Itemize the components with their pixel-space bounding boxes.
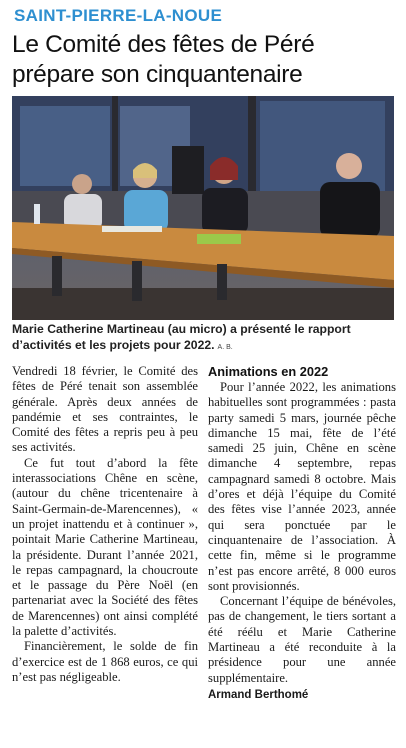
water-bottle	[34, 204, 40, 224]
green-folder	[197, 234, 241, 244]
window-pane-right	[260, 101, 385, 196]
paragraph: Financièrement, le solde de fin d’exercice est de 1 868 euros, ce qui n’est pas négligeable.	[12, 639, 198, 684]
speaker-box	[172, 146, 204, 194]
paragraph: Concernant l’équipe de bénévoles, pas de changement, le tiers sortant a été réélu et Marie Catherine Martineau a été reconduite à la présidence pour une année supplémentaire.	[208, 594, 396, 685]
author-byline: Armand Berthomé	[208, 688, 309, 701]
paragraph: Vendredi 18 février, le Comité des fêtes de Péré tenait son assemblée générale. Après deux années de pandémie et ses contraintes, le Comité des fêtes a repris peu à peu ses activités.	[12, 364, 198, 455]
meeting-photo-illustration	[12, 96, 394, 320]
section-subheading: Animations en 2022	[208, 364, 329, 379]
legs	[132, 261, 142, 301]
article-column-1	[12, 364, 198, 685]
window-pane-left	[20, 106, 110, 186]
floor	[12, 288, 394, 320]
caption-text: Marie Catherine Martineau (au micro) a présenté le rapport d’activités et les projets pour 2022.	[12, 322, 351, 352]
paragraph: Pour l’année 2022, les animations habituelles sont programmées : pasta party samedi 5 mars, journée pêche dimanche 15 mai, fête de l’été samedi 25 juin, Chêne en scène dimanche 4 septembre, repas campagnard samedi 8 octobre. Mais d’ores et déjà l’équipe du Comité des fêtes vise l’année 2023, année qui sera ponctuée par le cinquantenaire de l’association. À cette fin, même si le programme n’est pas encore arrêté, 8 000 euros sont provisionnés.	[208, 380, 396, 593]
article-headline: Le Comité des fêtes de Péré prépare son cinquantenaire	[12, 31, 315, 88]
article-photo	[12, 96, 394, 320]
article-column-2	[208, 364, 396, 703]
legs	[217, 264, 227, 300]
photo-caption	[12, 321, 396, 356]
photo-credit: A. B.	[217, 344, 233, 351]
papers	[102, 226, 162, 232]
paragraph: Ce fut tout d’abord la fête interassociations Chêne en scène, (autour du chêne tricentenaire à Saint-Germain-de-Marencennes), « un projet inattendu et à continuer », pointait Marie Catherine Martineau, la présidente. Durant l’année 2021, le repas campagnard, la choucroute et le passage du Père Noël (en partenariat avec la Société des fêtes de Marencennes) ont ainsi complété la palette d’activités.	[12, 455, 198, 639]
legs	[52, 256, 62, 296]
section-kicker: SAINT-PIERRE-LA-NOUE	[14, 6, 223, 25]
